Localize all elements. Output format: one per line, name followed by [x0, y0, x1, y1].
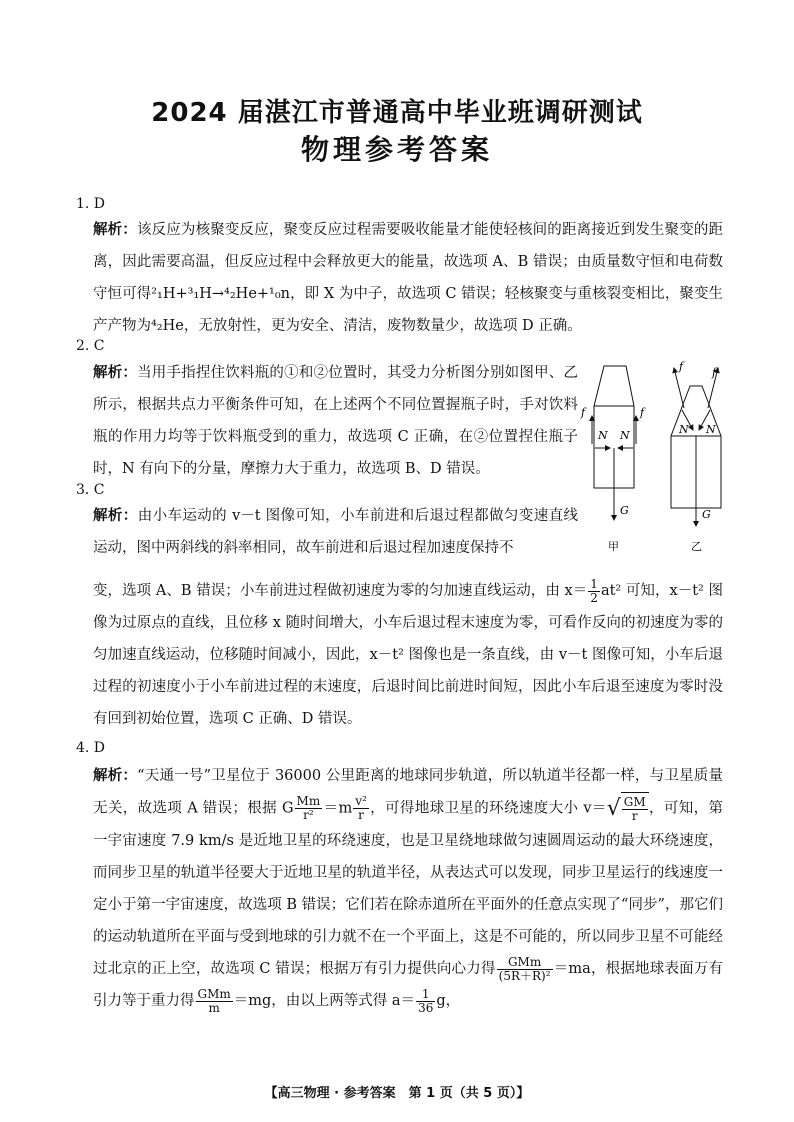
answer-title: 物理参考答案: [300, 133, 493, 166]
question-3-text-a: 由小车运动的 v－t 图像可知，小车前进和后退过程都做匀变速直线运动，图中两斜线的斜率相同，故车前进和后退过程加速度保持不: [93, 508, 579, 556]
friction-arrow-yi-left: [674, 368, 684, 408]
label-f-yi-left: f: [679, 360, 684, 373]
label-G-jia: G: [620, 504, 629, 517]
question-1-equation: ²₁H+³₁H→⁴₂He+¹₀n: [151, 286, 291, 302]
question-4-text-d1: 得: [480, 961, 496, 977]
question-3-text-b1: 变，选项 A、B 错误；小车前进过程做初速度为零的匀加速直线运动，由 x＝: [93, 583, 588, 599]
question-4-text-d3: ＝mg，由以上两等式得 a＝: [233, 993, 416, 1009]
label-f-right: f: [640, 406, 645, 419]
question-4-text-b1: 量无关，故选项 A 错误；根据 G: [93, 768, 724, 817]
explanation-label: 解析：: [93, 365, 138, 381]
label-G-yi: G: [702, 508, 711, 521]
question-4-number: 4. D: [76, 740, 106, 756]
label-f-left: f: [581, 406, 586, 419]
question-2-number: 2. C: [76, 338, 105, 354]
question-4-text-c: 第一宇宙速度 7.9 km/s 是近地卫星的环绕速度，也是卫星绕地球做匀速圆周运动的最大环绕速度，而同步卫星的轨道半径要大于近地卫星的轨道半径，从表达式可以发现，同步卫星运行的线速度一定小于第一宇宙速度，故选项 B 错误；它们若在除赤道所在平面外的任意点实现了“同步”，那它们的运动轨道所在平面与受到地球的引力就不在一个平面上，这是不可能的，所以同步卫星不可能经过北京的正上空，故选项 C 错误；根据万有引力提供向心力: [93, 800, 723, 977]
explanation-label: 解析：: [93, 222, 137, 238]
label-f-yi-right: f: [712, 366, 717, 379]
force-diagram: [578, 358, 738, 563]
question-3-text-c: 图像为过原点的直线，且位移 x 随时间增大，小车后退过程末速度为零，可看作反向的初速度为零的匀加速直线运动，位移随时间减小，因此，x－t² 图像也是一条直线，由 v－t 图像可知，小车后退过程的初速度小于小车前进过程的末速度，后退时间比前进时间短，因此小车后退至速度为零时没有回到初始位置，选项 C 正确、D 错误。: [93, 583, 723, 727]
question-3-number: 3. C: [76, 482, 105, 498]
label-N-yi-left: N: [679, 423, 689, 436]
caption-jia: 甲: [608, 540, 619, 553]
question-4-text-b4: ，可知，: [648, 800, 709, 817]
question-4-explanation: [93, 760, 723, 1017]
page-footer: 【高三物理 · 参考答案 第 1 页（共 5 页）】: [264, 1086, 530, 1101]
explanation-label: 解析：: [93, 768, 138, 784]
label-N-right: N: [620, 429, 630, 442]
question-1-text: 该反应为核聚变反应，聚变反应过程需要吸收能量才能使轻核间的距离接近到发生聚变的距离，因此需要高温，但反应过程中会释放更大的能量，故选项 A、B 错误；由质量数守恒和电荷数守恒可得: [93, 222, 724, 302]
exam-title: 2024 届湛江市普通高中毕业班调研测试: [151, 98, 643, 128]
fraction-GMm-over-m: $\frac{\text{GMm}}{m}$: [197, 986, 231, 1015]
question-3-text-b2: at² 可知，x－t²: [600, 583, 704, 599]
label-N-left: N: [598, 429, 608, 442]
question-2-explanation: [93, 357, 578, 485]
fraction-one-half: $\frac{1}{2}$: [590, 576, 598, 605]
bottle-diagram-yi: [671, 360, 721, 553]
label-N-yi-right: N: [706, 423, 716, 436]
explanation-label: 解析：: [93, 508, 138, 524]
sqrt-GM-over-r: √ $\frac{GM}{r}$: [607, 792, 649, 825]
question-2-text: 当用手指捏住饮料瓶的①和②位置时，其受力分析图分别如图甲、乙所示，根据共点力平衡条件可知，在上述两个不同位置握瓶子时，手对饮料瓶的作用力均等于饮料瓶受到的重力，故选项 C 正确，在②位置捏住瓶子时，N 有向下的分量，摩擦力大于重力，故选项 B、D 错误。: [93, 365, 578, 477]
question-1-text-after: ，即 X 为中子，故选项 C 错误；轻核聚变与重核裂变相比，聚变生产产物为⁴₂He，无放射性，更为安全、清洁，废物数量少，故选项 D 正确。: [93, 286, 724, 334]
bottle-diagram-jia: [580, 366, 646, 553]
fraction-v2-over-r: $\frac{\text{v²}}{r}$: [355, 794, 367, 822]
question-4-text-d2: ＝ma，根据地球表面万有引力等于重力得: [93, 961, 724, 1009]
fraction-1-over-36: $\frac{1}{36}$: [418, 986, 434, 1015]
fraction-Mm-over-r2: $\frac{Mm}{\text{r²}}$: [296, 794, 321, 822]
question-3-explanation-intro: [93, 500, 578, 564]
caption-yi: 乙: [691, 540, 702, 553]
question-4-text-b3: ，可得地球卫星的环绕速度大小 v＝: [369, 800, 607, 817]
fraction-GMm-over-6R2: $\frac{\text{GMm}}{\text{(5R＋R)²}}$: [498, 954, 551, 983]
question-1-explanation: [93, 214, 723, 342]
question-4-text-d4: g，: [436, 993, 461, 1009]
question-4-text-a: “天通一号”卫星位于 36000 公里距离的地球同步轨道，所以轨道半径都一样，与卫星质: [137, 768, 709, 784]
question-4-text-b2: ＝m: [323, 800, 353, 817]
question-1-number: 1. D: [76, 196, 106, 212]
question-3-explanation-body: [93, 575, 723, 735]
